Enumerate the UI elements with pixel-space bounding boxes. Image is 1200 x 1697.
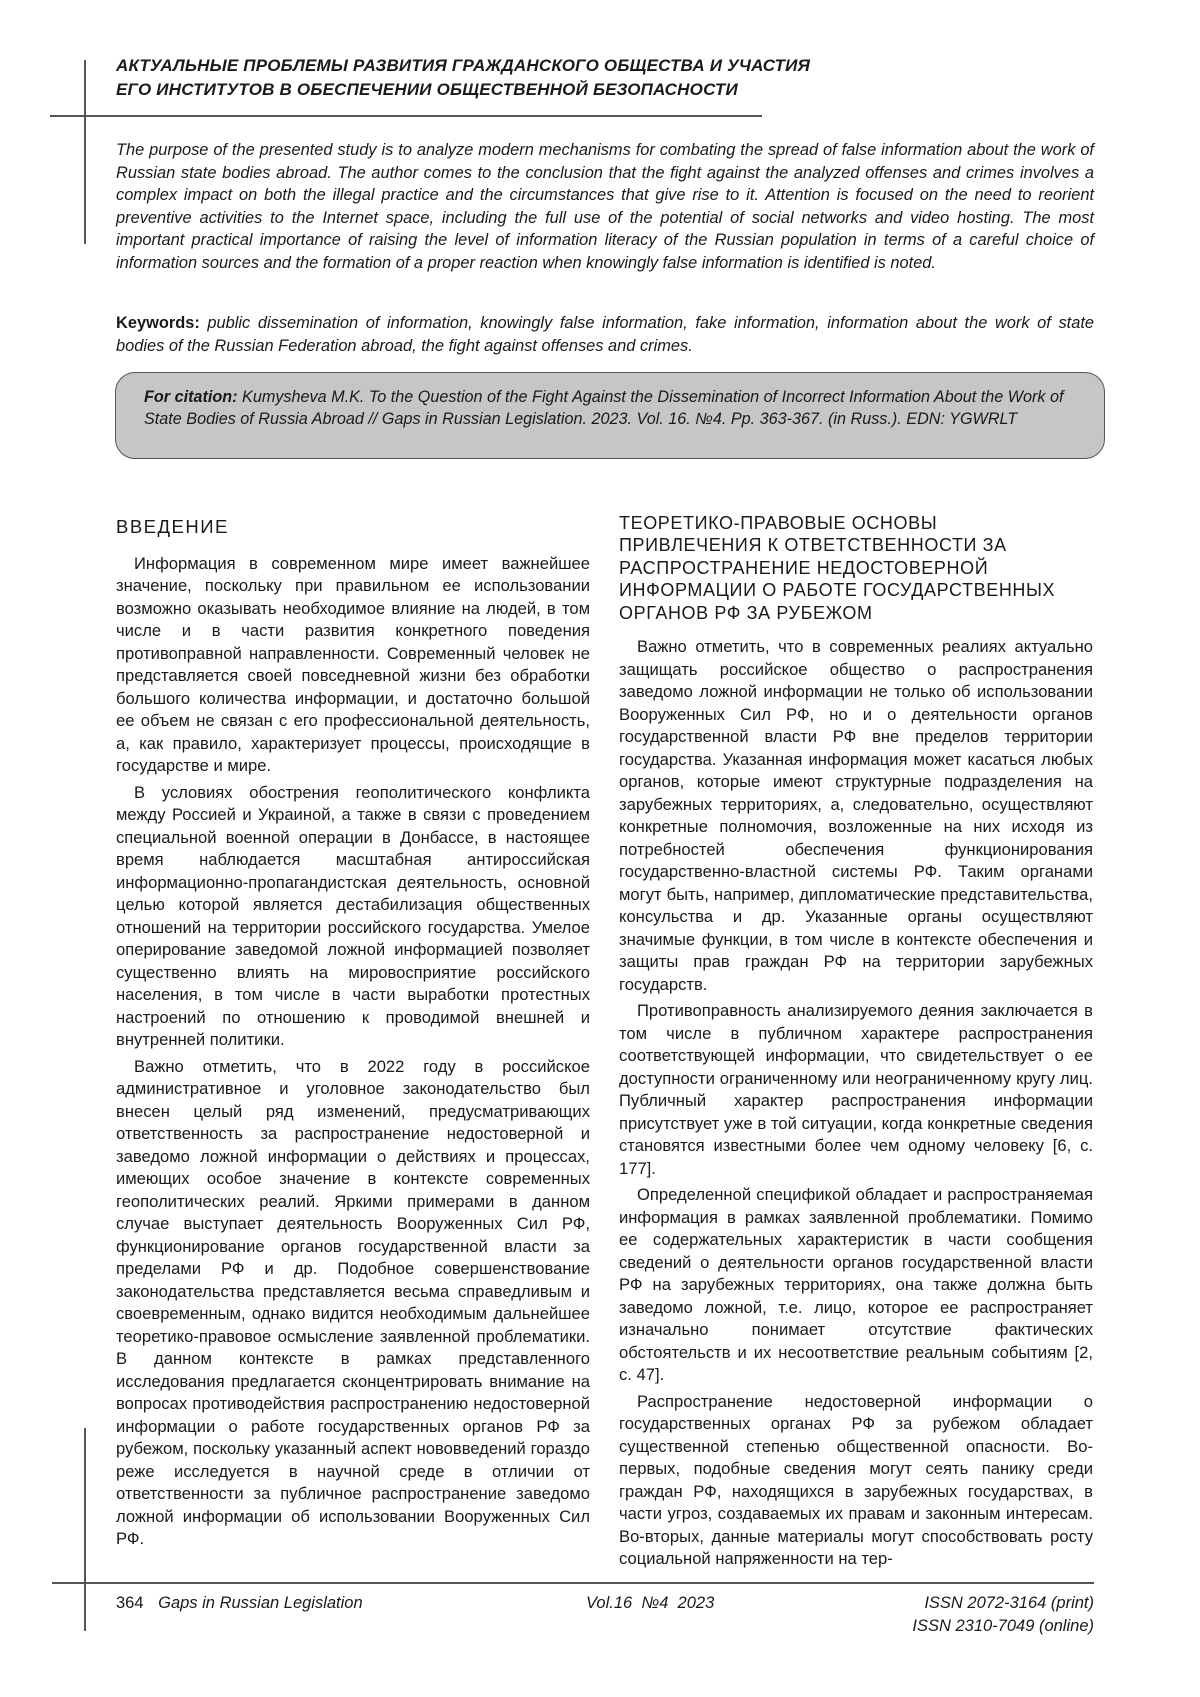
issn-online: ISSN 2310-7049 (online) <box>912 1615 1094 1638</box>
heading-line: РАСПРОСТРАНЕНИЕ НЕДОСТОВЕРНОЙ <box>619 557 1093 579</box>
section-heading-theory <box>619 512 1093 624</box>
citation-label: For citation: <box>144 388 238 406</box>
top-vertical-rule <box>84 60 86 244</box>
section-header-line: АКТУАЛЬНЫЕ ПРОБЛЕМЫ РАЗВИТИЯ ГРАЖДАНСКОГО ОБЩЕСТВА И УЧАСТИЯ <box>116 54 810 78</box>
paragraph: Противоправность анализируемого деяния заключается в том числе в публичном характере распространения соответствующей информации, что свидетельствует о ее доступности ограниченному или неограниченному кругу лиц. Публичный характер распространения информации присутствует уже в той ситуации, когда конкретные сведения становятся известными более чем одному человеку [6, с. 177]. <box>619 1000 1093 1180</box>
keywords-text: public dissemination of information, knowingly false information, fake information, information about the work of state bodies of the Russian Federation abroad, the fight against offenses and crimes. <box>116 314 1094 355</box>
paragraph: В условиях обострения геополитического конфликта между Россией и Украиной, а также в связи с проведением специальной военной операции в Донбассе, в настоящее время наблюдается масштабная антироссийская информационно-пропагандистская деятельность, основной целью которой является дестабилизация общественных отношений на территории российского государства. Умелое оперирование заведомой ложной информацией позволяет существенно влиять на мировосприятие российского населения, в том числе в части выработки протестных настроений по отношению к проводимой внешней и внутренней политики. <box>116 782 590 1052</box>
issn-print: ISSN 2072-3164 (print) <box>912 1592 1094 1615</box>
issn-block <box>912 1592 1094 1638</box>
page-footer <box>116 1592 1094 1615</box>
heading-line: ТЕОРЕТИКО-ПРАВОВЫЕ ОСНОВЫ <box>619 512 1093 534</box>
section-heading-introduction: ВВЕДЕНИЕ <box>116 516 590 539</box>
paragraph: Важно отметить, что в 2022 году в российское административное и уголовное законодательство был внесен целый ряд изменений, предусматривающих ответственность за распространение недостоверной и заведомо ложной информации о действиях и процессах, имеющих особое значение в контексте современных геополитических реалий. Яркими примерами в данном случае выступает деятельность Вооруженных Сил РФ, функционирование органов государственной власти за пределами РФ и др. Подобное совершенствование законодательства представляется весьма справедливым и своевременным, однако видится необходимым дальнейшее теоретико-правовое осмысление заявленной проблематики. В данном контексте в рамках представленного исследования предлагается сконцентрировать внимание на вопросах противодействия распространению недостоверной информации о работе государственных органов РФ за рубежом, поскольку указанный аспект нововведений гораздо реже исследуется в научной среде в отличии от ответственности за публичное распространение заведомо ложной информации об использовании Вооруженных Сил РФ. <box>116 1056 590 1551</box>
paragraph: Информация в современном мире имеет важнейшее значение, поскольку при правильном ее использовании возможно оказывать необходимое влияние на людей, в том числе и в части развития конкретного поведения противоправной направленности. Современный человек не представляется своей повседневной жизни без обработки большого количества информации, и достаточно большой ее объем не связан с его профессиональной деятельность, а, как правило, характеризует процессы, происходящие в государстве и мире. <box>116 553 590 778</box>
heading-line: ОРГАНОВ РФ ЗА РУБЕЖОМ <box>619 602 1093 624</box>
citation-box <box>115 372 1105 459</box>
heading-line: ИНФОРМАЦИИ О РАБОТЕ ГОСУДАРСТВЕННЫХ <box>619 579 1093 601</box>
page-number: 364 <box>116 1594 144 1612</box>
right-column <box>619 512 1093 1575</box>
paragraph: Важно отметить, что в современных реалиях актуально защищать российское общество о распространения заведомо ложной информации не только об использовании Вооруженных Сил РФ, но и о деятельности органов государственной власти РФ вне пределов территории государства. Указанная информация может касаться любых органов, которые имеют структурные подразделения на зарубежных территориях, а, следовательно, осуществляют конкретные полномочия, возложенные на них исходя из потребностей обеспечения функционирования государственно-властной системы РФ. Таким органами могут быть, например, дипломатические представительства, консульства и др. Указанные органы осуществляют значимые функции, в том числе в контексте обеспечения и защиты прав граждан РФ на территории зарубежных государств. <box>619 636 1093 996</box>
section-header-line: ЕГО ИНСТИТУТОВ В ОБЕСПЕЧЕНИИ ОБЩЕСТВЕННОЙ БЕЗОПАСНОСТИ <box>116 78 810 102</box>
paragraph: Определенной спецификой обладает и распространяемая информация в рамках заявленной проблематики. Помимо ее содержательных характеристик в части сообщения сведений о деятельности органов государственной власти РФ на зарубежных территориях, она также должна быть заведомо ложной, т.е. лицо, которое ее распространяет изначально понимает отсутствие фактических обстоятельств и их несоответствие реальным событиям [2, с. 47]. <box>619 1184 1093 1387</box>
top-horizontal-rule <box>50 115 762 117</box>
heading-line: ПРИВЛЕЧЕНИЯ К ОТВЕТСТВЕННОСТИ ЗА <box>619 534 1093 556</box>
section-header <box>116 54 810 102</box>
keywords <box>116 312 1094 357</box>
bottom-vertical-rule <box>84 1428 86 1631</box>
left-column <box>116 512 590 1555</box>
keywords-label: Keywords: <box>116 314 200 332</box>
issue-info: Vol.16 №4 2023 <box>586 1592 714 1615</box>
abstract: The purpose of the presented study is to analyze modern mechanisms for combating the spread of false information about the work of Russian state bodies abroad. The author comes to the conclusion that the fight against the analyzed offenses and crimes involves a complex impact on both the illegal practice and the circumstances that give rise to it. Attention is focused on the need to reorient preventive activities to the Internet space, including the full use of the potential of social networks and video hosting. The most important practical importance of raising the level of information literacy of the Russian population in terms of a careful choice of information sources and the formation of a proper reaction when knowingly false information is identified is noted. <box>116 139 1094 274</box>
footer-rule <box>52 1582 1094 1584</box>
journal-name: Gaps in Russian Legislation <box>158 1594 363 1612</box>
citation-text: Kumysheva M.K. To the Question of the Fight Against the Dissemination of Incorrect Information About the Work of State Bodies of Russia Abroad // Gaps in Russian Legislation. 2023. Vol. 16. №4. Pp. 363-367. (in Russ.). EDN: YGWRLT <box>144 388 1064 428</box>
paragraph: Распространение недостоверной информации о государственных органах РФ за рубежом обладает существенной степенью общественной опасности. Во-первых, подобные сведения могут сеять панику среди граждан РФ, находящихся в зарубежных государствах, в части угроз, создаваемых их правам и законным интересам. Во-вторых, данные материалы могут способствовать росту социальной напряженности на тер- <box>619 1391 1093 1571</box>
